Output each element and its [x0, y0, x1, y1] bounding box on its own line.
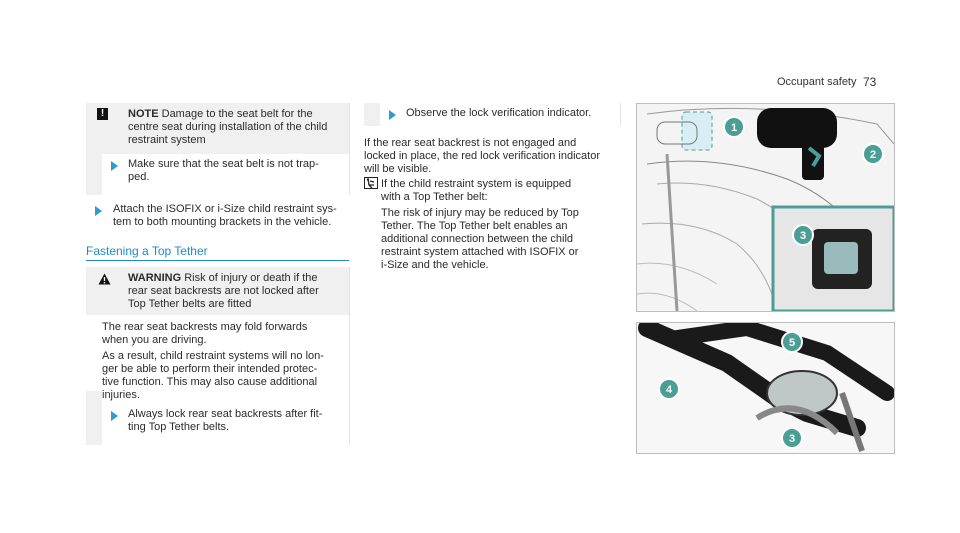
arrow-right-icon — [95, 206, 102, 216]
warning-step-bar — [86, 391, 102, 445]
warning-body2-line-1: As a result, child restraint systems will no lon- — [102, 350, 324, 362]
heading-rule — [86, 260, 349, 261]
arrow-right-icon — [389, 110, 396, 120]
note-step-line-2: ped. — [128, 171, 150, 183]
svg-text:1: 1 — [730, 122, 738, 134]
warning-body2-line-2: ger be able to perform their intended protec- — [102, 363, 318, 375]
observe-step-bar — [364, 103, 380, 126]
callout-3b — [782, 428, 802, 448]
tether-belt-illustration — [637, 323, 894, 453]
warning-step-line-2: ting Top Tether belts. — [128, 421, 230, 433]
warning-title: WARNING — [128, 272, 182, 284]
step-isofix — [113, 203, 353, 229]
warning-head-text — [128, 272, 343, 311]
svg-text:4: 4 — [665, 384, 673, 396]
indent-line-2: Tether. The Top Tether belt enables an — [381, 220, 568, 232]
para-line-2: locked in place, the red lock verification indicator — [364, 150, 601, 162]
indent-line-1: The risk of injury may be reduced by Top — [381, 207, 579, 219]
indent-line-3: additional connection between the child — [381, 233, 574, 245]
cond-line-1: If the child restraint system is equipped — [381, 178, 572, 190]
section-heading: Fastening a Top Tether — [86, 244, 208, 258]
figure-rear-seat-lock-indicator — [636, 103, 895, 312]
section-title: Occupant safety — [777, 76, 857, 88]
step-isofix-line-1: Attach the ISOFIX or i-Size child restraint sys- — [113, 203, 337, 215]
svg-text:2: 2 — [869, 149, 877, 161]
indent-line-4: restraint system attached with ISOFIX or — [381, 246, 579, 258]
note-header — [86, 103, 349, 154]
warning-head-line-1: Risk of injury or death if the — [184, 272, 318, 284]
warning-body2-line-4: injuries. — [102, 389, 140, 401]
figure-top-tether-belt — [636, 322, 895, 454]
child-seat-icon — [364, 177, 378, 189]
arrow-right-icon — [111, 161, 118, 171]
callout-5 — [782, 332, 802, 352]
callout-3 — [793, 225, 813, 245]
top-tether-explanation — [381, 207, 621, 272]
callout-4 — [659, 379, 679, 399]
para-line-1: If the rear seat backrest is not engaged and — [364, 137, 577, 149]
exclamation-icon: ! — [97, 108, 108, 120]
callout-2 — [863, 144, 883, 164]
warning-body-2 — [102, 350, 344, 402]
para-line-3: will be visible. — [364, 163, 432, 175]
observe-text: Observe the lock verification indicator. — [406, 107, 592, 119]
note-step-bar — [86, 154, 102, 195]
page-number: 73 — [863, 75, 877, 89]
note-title: NOTE — [128, 108, 159, 120]
callout-1 — [724, 117, 744, 137]
step-isofix-line-2: tem to both mounting brackets in the vehicle. — [113, 216, 332, 228]
warning-header — [86, 267, 349, 315]
warning-box — [86, 267, 350, 445]
note-line-2: centre seat during installation of the child — [128, 121, 328, 133]
note-line-1: Damage to the seat belt for the — [161, 108, 313, 120]
lock-indicator-paragraph — [364, 137, 626, 176]
warning-body2-line-3: tive function. This may also cause additional — [102, 376, 318, 388]
arrow-right-icon — [111, 411, 118, 421]
note-line-3: restraint system — [128, 134, 206, 146]
warning-body-line-2: when you are driving. — [102, 334, 207, 346]
warning-body-line-1: The rear seat backrests may fold forwards — [102, 321, 308, 333]
rear-seat-illustration — [637, 104, 894, 311]
cond-line-2: with a Top Tether belt: — [381, 191, 488, 203]
note-text — [128, 108, 343, 147]
warning-body — [102, 321, 344, 347]
note-step-line-1: Make sure that the seat belt is not trap- — [128, 158, 319, 170]
warning-head-line-2: rear seat backrests are not locked after — [128, 285, 319, 297]
observe-step-box — [364, 103, 621, 126]
svg-text:3: 3 — [788, 433, 796, 445]
warning-head-line-3: Top Tether belts are fitted — [128, 298, 252, 310]
warning-step — [128, 408, 343, 434]
svg-text:3: 3 — [799, 230, 807, 242]
top-tether-condition — [381, 178, 621, 204]
warning-triangle-icon — [98, 273, 111, 285]
indent-line-5: i-Size and the vehicle. — [381, 259, 489, 271]
warning-step-line-1: Always lock rear seat backrests after fit- — [128, 408, 323, 420]
note-box — [86, 103, 350, 195]
note-step — [128, 158, 343, 184]
svg-text:5: 5 — [788, 337, 796, 349]
